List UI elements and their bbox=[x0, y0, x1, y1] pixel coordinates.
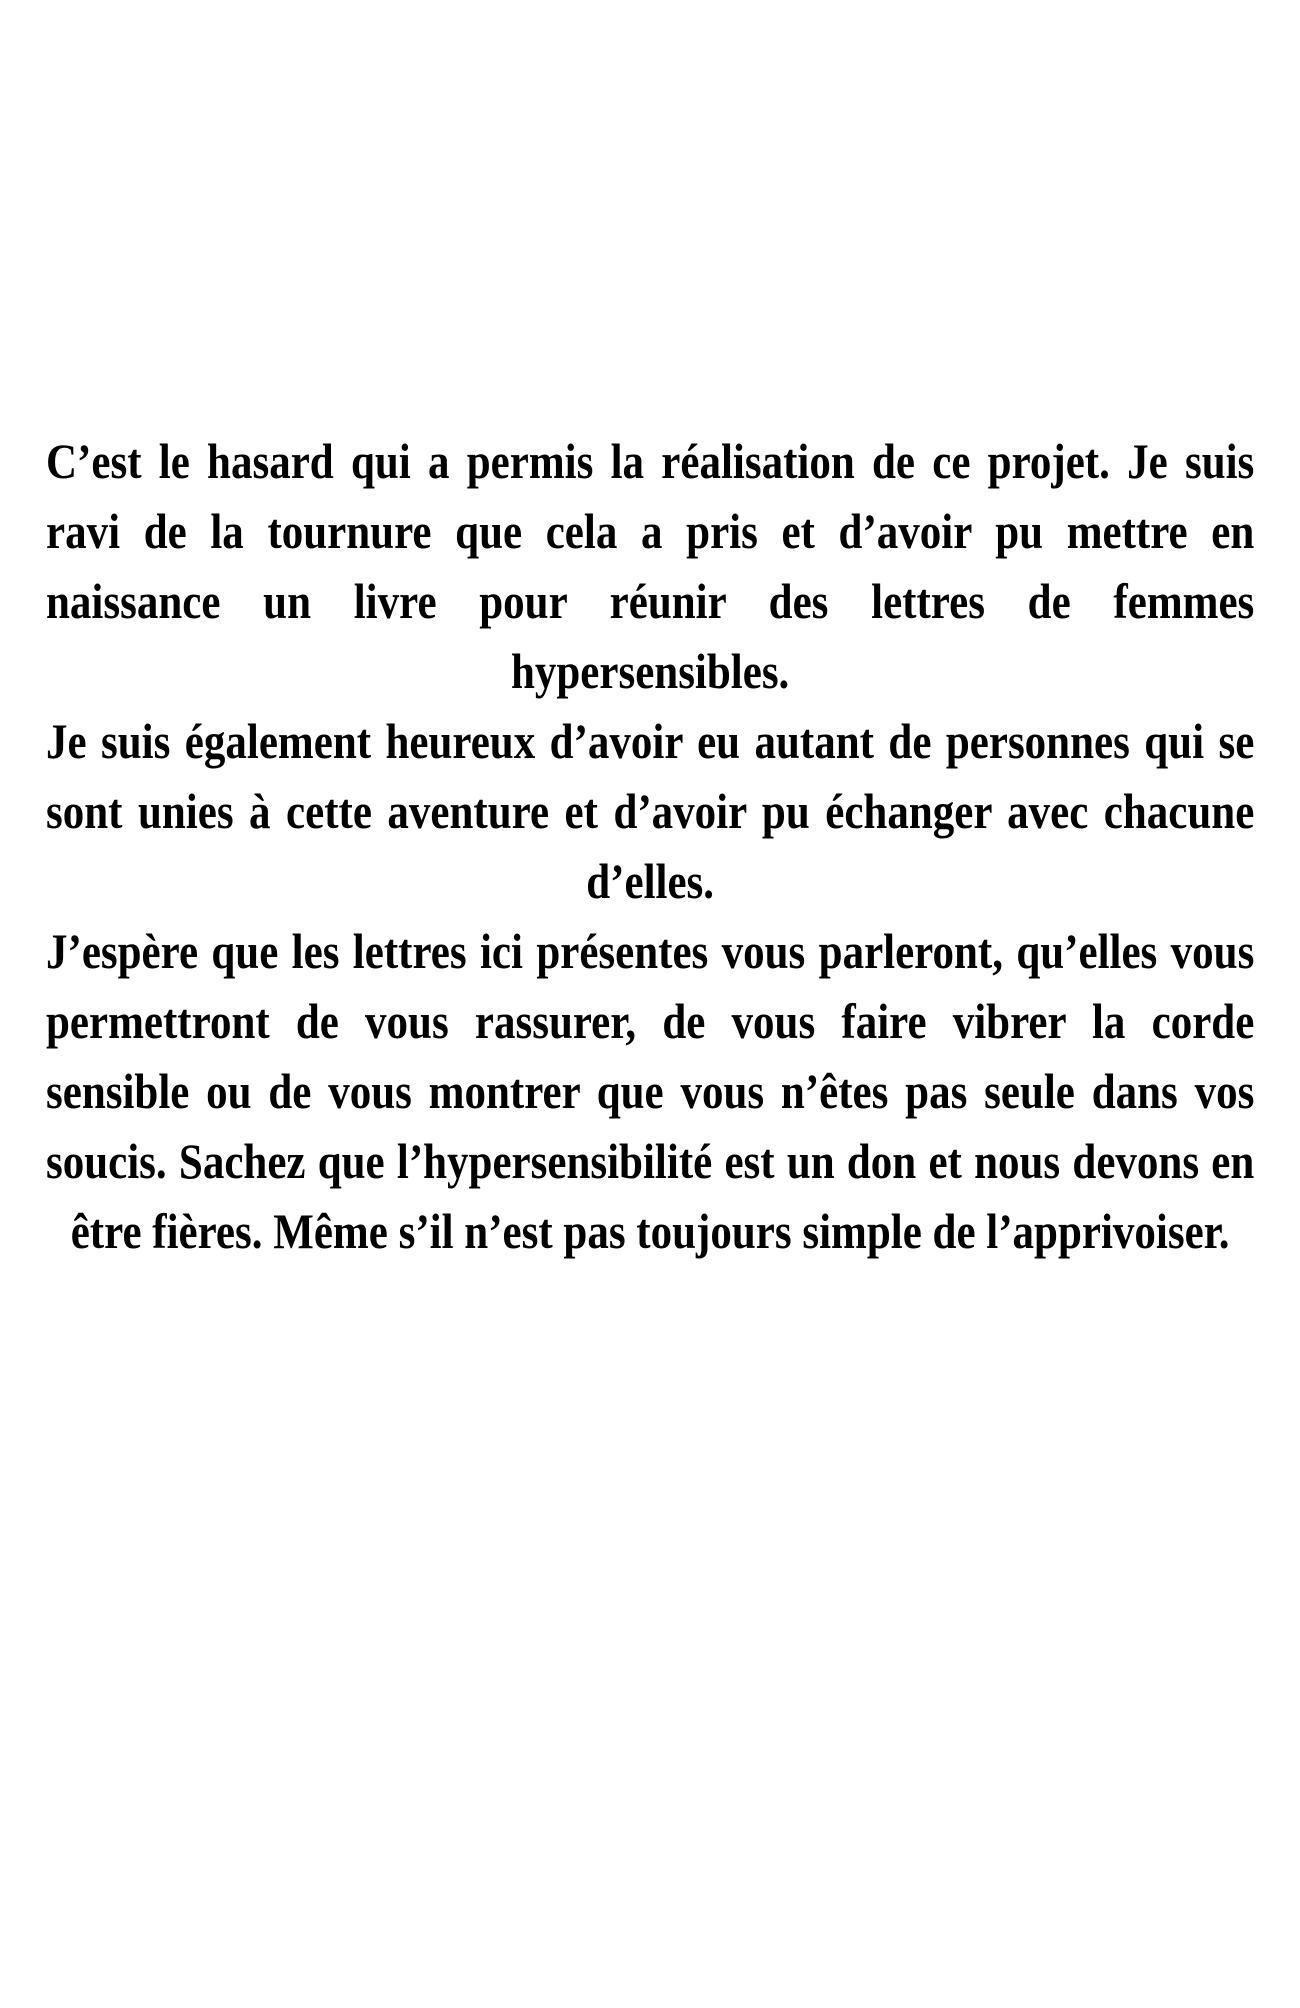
paragraph-1: C’est le hasard qui a permis la réalisation de ce projet. Je suis ravi de la tournure que cela a pris et d’avoir pu mettre en naissance un livre pour réunir des lettres de femmes hypersensibles. bbox=[46, 433, 1255, 699]
paragraph-2: Je suis également heureux d’avoir eu autant de personnes qui se sont unies à cette aventure et d’avoir pu échanger avec chacune d’elles. bbox=[46, 713, 1255, 909]
body-text bbox=[46, 426, 1254, 1266]
paragraph-3: J’espère que les lettres ici présentes vous parleront, qu’elles vous permettront de vous rassurer, de vous faire vibrer la corde sensible ou de vous montrer que vous n’êtes pas seule dans vos soucis. Sachez que l’hypersensibilité est un don et nous devons en être fières. Même s’il n’est pas toujours simple de l’apprivoiser. bbox=[46, 923, 1255, 1259]
